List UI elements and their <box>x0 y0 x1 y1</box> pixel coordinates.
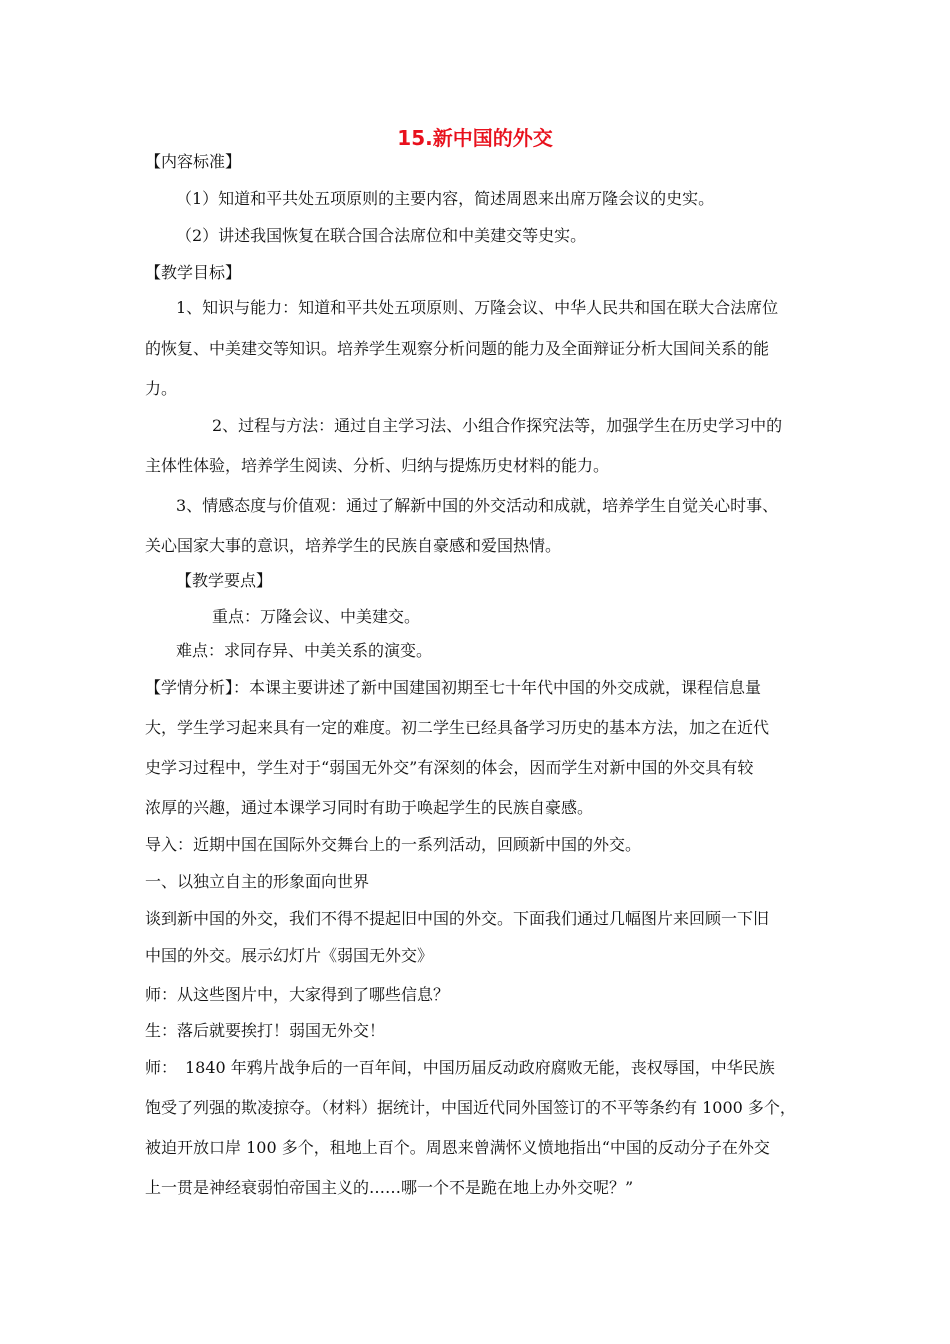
paragraph-line: 谈到新中国的外交，我们不得不提起旧中国的外交。下面我们通过几幅图片来回顾一下旧 <box>145 909 770 928</box>
dialogue-line: 师： 1840 年鸦片战争后的一百年间，中国历届反动政府腐败无能，丧权辱国，中华民族 <box>145 1058 775 1077</box>
paragraph-line: （1）知道和平共处五项原则的主要内容，简述周恩来出席万隆会议的史实。 <box>176 189 715 208</box>
dialogue-line: 师：从这些图片中，大家得到了哪些信息？ <box>145 985 450 1004</box>
paragraph-line: 史学习过程中，学生对于“弱国无外交”有深刻的体会，因而学生对新中国的外交具有较 <box>145 758 754 777</box>
paragraph-line: 上一贯是神经衰弱怕帝国主义的……哪一个不是跪在地上办外交呢？” <box>145 1178 634 1197</box>
paragraph-line: 的恢复、中美建交等知识。培养学生观察分析问题的能力及全面辩证分析大国间关系的能 <box>145 339 770 358</box>
section-heading-part-one: 一、以独立自主的形象面向世界 <box>145 872 370 891</box>
paragraph-line: 浓厚的兴趣，通过本课学习同时有助于唤起学生的民族自豪感。 <box>145 798 594 817</box>
section-heading-key-points: 【教学要点】 <box>176 571 273 590</box>
paragraph-line: 2、过程与方法：通过自主学习法、小组合作探究法等，加强学生在历史学习中的 <box>212 416 783 435</box>
section-heading-content-standard: 【内容标准】 <box>145 152 242 171</box>
paragraph-line: 难点：求同存异、中美关系的演变。 <box>176 641 433 660</box>
paragraph-line: 3、情感态度与价值观：通过了解新中国的外交活动和成就，培养学生自觉关心时事、 <box>176 496 779 515</box>
paragraph-line: 中国的外交。展示幻灯片《弱国无外交》 <box>145 946 434 965</box>
paragraph-line: 大，学生学习起来具有一定的难度。初二学生已经具备学习历史的基本方法，加之在近代 <box>145 718 770 737</box>
paragraph-line: 主体性体验，培养学生阅读、分析、归纳与提炼历史材料的能力。 <box>145 456 610 475</box>
paragraph-line: 1、知识与能力：知道和平共处五项原则、万隆会议、中华人民共和国在联大合法席位 <box>176 298 779 317</box>
dialogue-line: 生：落后就要挨打！弱国无外交！ <box>145 1021 386 1040</box>
paragraph-line: 重点：万隆会议、中美建交。 <box>212 607 421 626</box>
paragraph-line: 被迫开放口岸 100 多个，租地上百个。周恩来曾满怀义愤地指出“中国的反动分子在外交 <box>145 1138 770 1157</box>
paragraph-line: 导入：近期中国在国际外交舞台上的一系列活动，回顾新中国的外交。 <box>145 835 642 854</box>
paragraph-line: 关心国家大事的意识，培养学生的民族自豪感和爱国热情。 <box>145 536 562 555</box>
paragraph-line: 力。 <box>145 379 178 398</box>
section-heading-analysis: 【学情分析】：本课主要讲述了新中国建国初期至七十年代中国的外交成就，课程信息量 <box>145 678 762 697</box>
section-heading-teaching-goals: 【教学目标】 <box>145 263 242 282</box>
document-title: 15.新中国的外交 <box>397 126 553 150</box>
paragraph-line: 饱受了列强的欺凌掠夺。（材料）据统计，中国近代同外国签订的不平等条约有 1000 多个， <box>145 1098 796 1117</box>
paragraph-line: （2）讲述我国恢复在联合国合法席位和中美建交等史实。 <box>176 226 587 245</box>
